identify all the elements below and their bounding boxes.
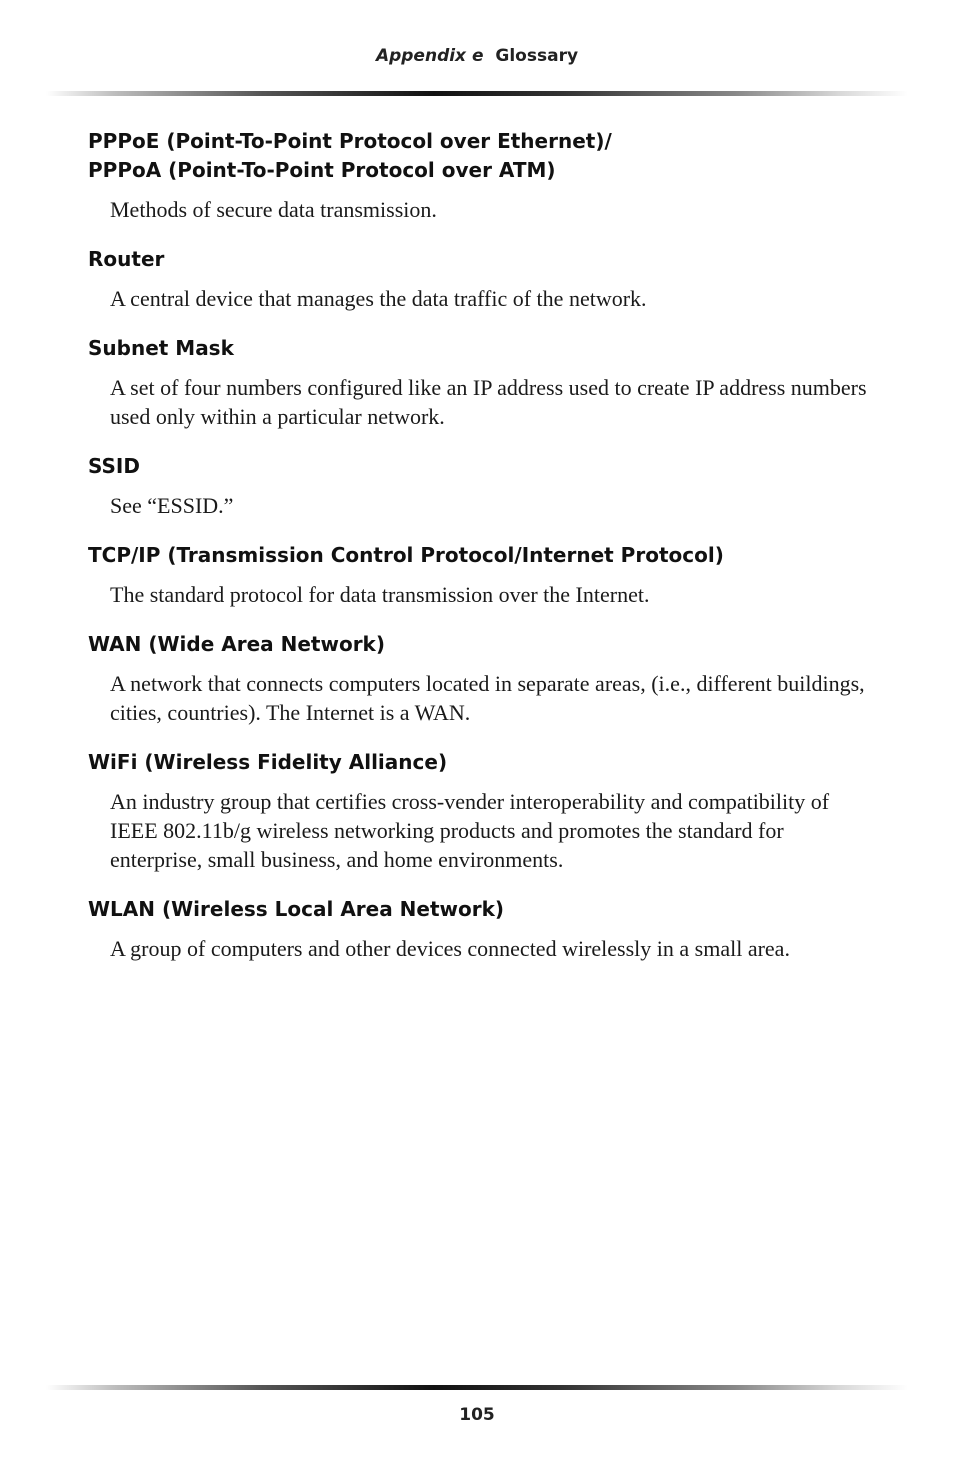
page-number: 105 bbox=[459, 1405, 495, 1425]
term-line: Subnet Mask bbox=[88, 336, 234, 360]
header-appendix-label: Appendix e bbox=[375, 46, 484, 66]
glossary-definition: A set of four numbers configured like an IP address used to create IP address numbers used only within a particular network. bbox=[110, 375, 867, 429]
header-section-title: Glossary bbox=[495, 46, 579, 66]
glossary-term bbox=[88, 334, 868, 363]
glossary-term bbox=[88, 630, 868, 659]
term-line: TCP/IP (Transmission Control Protocol/Internet Protocol) bbox=[88, 543, 724, 567]
glossary-entry bbox=[88, 452, 868, 520]
glossary-definition: Methods of secure data transmission. bbox=[110, 197, 437, 222]
glossary-entry bbox=[88, 245, 868, 313]
glossary-entry bbox=[88, 127, 868, 224]
term-line: WLAN (Wireless Local Area Network) bbox=[88, 897, 505, 921]
glossary-term bbox=[88, 127, 868, 185]
glossary-definition: A network that connects computers located in separate areas, (i.e., different buildings, cities, countries). The Internet is a WAN. bbox=[110, 671, 865, 725]
glossary-entry bbox=[88, 748, 868, 874]
glossary-list bbox=[88, 127, 868, 984]
glossary-definition: An industry group that certifies cross-vender interoperability and compatibility of IEEE 802.11b/g wireless networking products and promotes the standard for enterprise, small business, and home environments. bbox=[110, 789, 830, 872]
glossary-entry bbox=[88, 541, 868, 609]
term-line: PPPoE (Point-To-Point Protocol over Ethernet)/ bbox=[88, 129, 612, 153]
glossary-entry bbox=[88, 334, 868, 431]
glossary-term bbox=[88, 452, 868, 481]
glossary-definition: The standard protocol for data transmission over the Internet. bbox=[110, 582, 650, 607]
glossary-term bbox=[88, 245, 868, 274]
running-header bbox=[0, 46, 954, 66]
glossary-definition: A group of computers and other devices connected wirelessly in a small area. bbox=[110, 936, 790, 961]
header-rule bbox=[46, 91, 908, 96]
glossary-term bbox=[88, 895, 868, 924]
glossary-definition: A central device that manages the data traffic of the network. bbox=[110, 286, 647, 311]
term-line: SSID bbox=[88, 454, 140, 478]
term-line: WAN (Wide Area Network) bbox=[88, 632, 385, 656]
glossary-definition: See “ESSID.” bbox=[110, 493, 234, 518]
glossary-term bbox=[88, 541, 868, 570]
footer-rule bbox=[46, 1385, 908, 1390]
term-line: PPPoA (Point-To-Point Protocol over ATM) bbox=[88, 158, 556, 182]
glossary-term bbox=[88, 748, 868, 777]
glossary-entry bbox=[88, 630, 868, 727]
term-line: WiFi (Wireless Fidelity Alliance) bbox=[88, 750, 448, 774]
term-line: Router bbox=[88, 247, 165, 271]
glossary-entry bbox=[88, 895, 868, 963]
